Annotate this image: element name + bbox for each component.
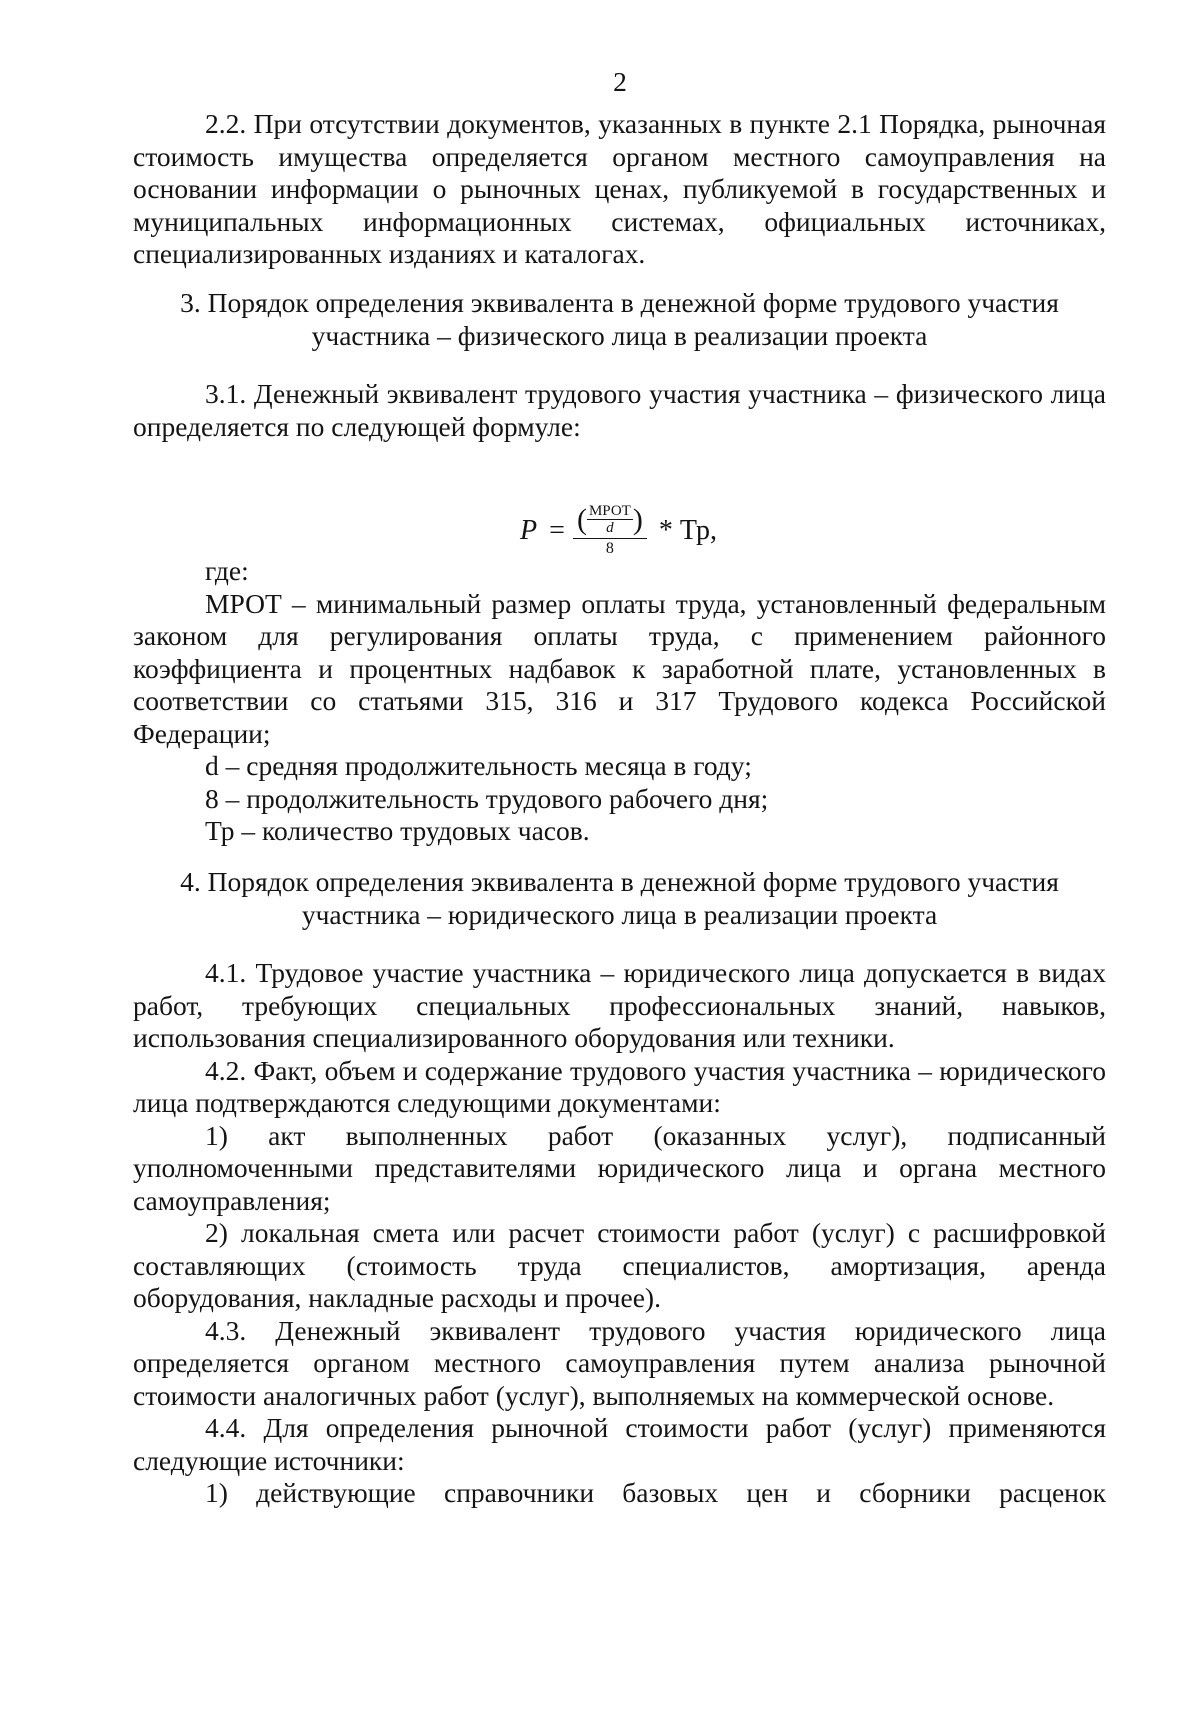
section-4-body [133, 957, 1106, 1510]
paragraph-4-4-item-1: 1) действующие справочники базовых цен и сборники расценок [205, 1477, 1106, 1508]
formula-num-bottom: d [606, 520, 614, 536]
formula-fraction [573, 503, 647, 559]
formula-equals: = [549, 514, 565, 546]
definition-8: 8 – продолжительность трудового рабочего дня; [205, 782, 769, 814]
paragraph-4-2: 4.2. Факт, объем и содержание трудового участия участника – юридического лица подтверждаются следующими документами: [133, 1054, 1106, 1118]
section-4-title-line-1: 4. Порядок определения эквивалента в денежной форме трудового участия [180, 866, 1059, 897]
formula [520, 503, 717, 559]
definition-d: d – средняя продолжительность месяца в году; [205, 750, 752, 781]
paragraph-4-1: 4.1. Трудовое участие участника – юридического лица допускается в видах работ, требующих специальных профессиональных знаний, навыков, использования специализированного оборудования или техники. [133, 957, 1106, 1053]
section-4-title-line-2: участника – юридического лица в реализации проекта [301, 898, 938, 930]
definition-tr: Тр – количество трудовых часов. [205, 815, 590, 846]
formula-numerator [577, 503, 643, 536]
paragraph-4-3: 4.3. Денежный эквивалент трудового участия юридического лица определяется органом местного самоуправления путем анализа рыночной стоимости аналогичных работ (услуг), выполняемых на коммерческой основе. [133, 1314, 1106, 1411]
section-4-heading [133, 866, 1106, 931]
paragraph-3-1-text: 3.1. Денежный эквивалент трудового участия участника – физического лица определяется по следующей формуле: [133, 378, 1106, 442]
page-number: 2 [613, 66, 627, 97]
definition-mrot: МРОТ – минимальный размер оплаты труда, установленный федеральным законом для регулирования оплаты труда, с применением районного коэффициента и процентных надбавок к заработной плате, установленных в соответствии со статьями 315, 316 и 317 Трудового кодекса Российской Федерации; [133, 587, 1106, 749]
section-3-heading [133, 287, 1106, 352]
paragraph-4-2-item-1: 1) акт выполненных работ (оказанных услуг), подписанный уполномоченными представителями юридического лица и органа местного самоуправления; [133, 1119, 1106, 1216]
paragraph-4-2-item-2: 2) локальная смета или расчет стоимости работ (услуг) с расшифровкой составляющих (стоимость труда специалистов, амортизация, аренда оборудования, накладные расходы и прочее). [133, 1217, 1106, 1313]
section-3-title-line-2: участника – физического лица в реализации проекта [311, 319, 928, 351]
formula-num-top: МРОТ [588, 503, 631, 519]
section-3-title-line-1: 3. Порядок определения эквивалента в денежной форме трудового участия [180, 287, 1059, 318]
where-label: где: [205, 555, 249, 586]
formula-inner-fraction [587, 503, 633, 536]
paragraph-3-1 [133, 378, 1106, 443]
open-paren-icon: ( [576, 502, 587, 536]
formula-denominator: 8 [605, 540, 614, 557]
close-paren-icon: ) [632, 502, 643, 536]
formula-lhs: P [520, 514, 538, 546]
paragraph-2-2-text: 2.2. При отсутствии документов, указанных в пункте 2.1 Порядка, рыночная стоимость имущества определяется органом местного самоуправления на основании информации о рыночных ценах, публикуемой в государственных и муниципальных информационных системах, официальных источниках, специализированных изданиях и каталогах. [133, 108, 1106, 269]
paragraph-4-4: 4.4. Для определения рыночной стоимости работ (услуг) применяются следующие источники: [133, 1412, 1106, 1476]
formula-rest: * Тр, [658, 514, 717, 546]
definitions [133, 555, 1106, 848]
paragraph-2-2 [133, 108, 1106, 271]
